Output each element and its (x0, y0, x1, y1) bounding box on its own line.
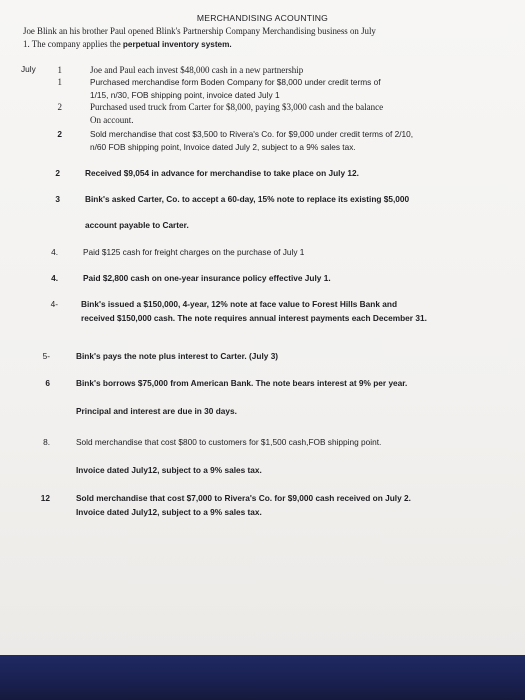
entry-day: 5- (42, 351, 50, 361)
entry-line: received $150,000 cash. The note requires annual interest payments each December 31. (81, 312, 427, 323)
entry-line: Joe and Paul each invest $48,000 cash in a new partnership (90, 65, 304, 75)
entry-day: 3 (55, 194, 60, 204)
entry-line: Paid $125 cash for freight charges on the purchase of July 1 (83, 247, 305, 257)
entry-day: 6 (45, 378, 50, 388)
entry-line: n/60 FOB shipping point, Invoice dated July 2, subject to a 9% sales tax. (90, 141, 356, 152)
entry-text (76, 369, 407, 425)
background-surface (0, 655, 525, 700)
intro-line-1: Joe Blink an his brother Paul opened Blink's Partnership Company Merchandising business on July (23, 26, 376, 36)
intro-emphasis: perpetual inventory system. (122, 39, 232, 49)
entry-day: 2 (55, 168, 60, 178)
entry-line: Sold merchandise that cost $3,500 to Rivera's Co. for $9,000 under credit terms of 2/10, (90, 129, 414, 139)
entry-line: On account. (90, 114, 134, 125)
entry-day: 4. (51, 247, 58, 257)
entry-day: 8. (43, 437, 50, 447)
entry-line: 1/15, n/30, FOB shipping point, invoice dated July 1 (90, 89, 280, 100)
entry-text (83, 246, 304, 259)
intro-line-2-text: 1. The company applies the (23, 38, 123, 49)
entry-day: 2 (57, 102, 62, 112)
document-title: MERCHANDISING ACOUNTING (196, 13, 329, 23)
entry-line: Sold merchandise that cost $800 to customers for $1,500 cash,FOB shipping point. (76, 437, 382, 447)
entry-line: Bink's borrows $75,000 from American Bank. The note bears interest at 9% per year. (76, 378, 408, 388)
entry-text (85, 167, 359, 180)
entry-text (81, 298, 427, 325)
entry-text (90, 76, 381, 101)
entry-text (83, 272, 331, 285)
entry-line: Bink's pays the note plus interest to Carter. (July 3) (76, 351, 279, 361)
entry-line: Invoice dated July12, subject to a 9% sales tax. (76, 506, 262, 517)
intro-paragraph (23, 25, 508, 51)
entry-line: Bink's asked Carter, Co. to accept a 60-day, 15% note to replace its existing $5,000 (85, 194, 410, 204)
entry-day: 1 (57, 77, 62, 87)
entry-line: Purchased merchandise form Boden Company for $8,000 under credit terms of (90, 77, 381, 87)
entry-line: Purchased used truck from Carter for $8,000, paying $3,000 cash and the balance (90, 102, 384, 112)
entry-text (90, 128, 413, 153)
entry-day: 2 (57, 129, 62, 139)
entry-text (76, 492, 411, 519)
entry-line: Invoice dated July12, subject to a 9% sales tax. (76, 465, 262, 475)
entry-text (85, 186, 409, 238)
entry-day: 4- (50, 299, 58, 309)
intro-line-2 (23, 38, 508, 52)
entry-text (76, 350, 278, 363)
entry-text (76, 428, 381, 484)
entry-line: Received $9,054 in advance for merchandise to take place on July 12. (85, 168, 359, 178)
entry-day: 1 (57, 65, 62, 75)
month-label: July (21, 64, 36, 74)
entry-text (90, 101, 383, 126)
entry-line: Bink's issued a $150,000, 4-year, 12% note at face value to Forest Hills Bank and (81, 299, 398, 309)
entry-line: Paid $2,800 cash on one-year insurance policy effective July 1. (83, 273, 331, 283)
entry-line: Sold merchandise that cost $7,000 to Rivera's Co. for $9,000 cash received on July 2. (76, 493, 411, 503)
entry-text (90, 64, 303, 77)
entry-line: Principal and interest are due in 30 days. (76, 406, 237, 416)
entry-line: account payable to Carter. (85, 220, 189, 230)
entry-day: 4. (51, 273, 58, 283)
entry-day: 12 (40, 493, 50, 503)
